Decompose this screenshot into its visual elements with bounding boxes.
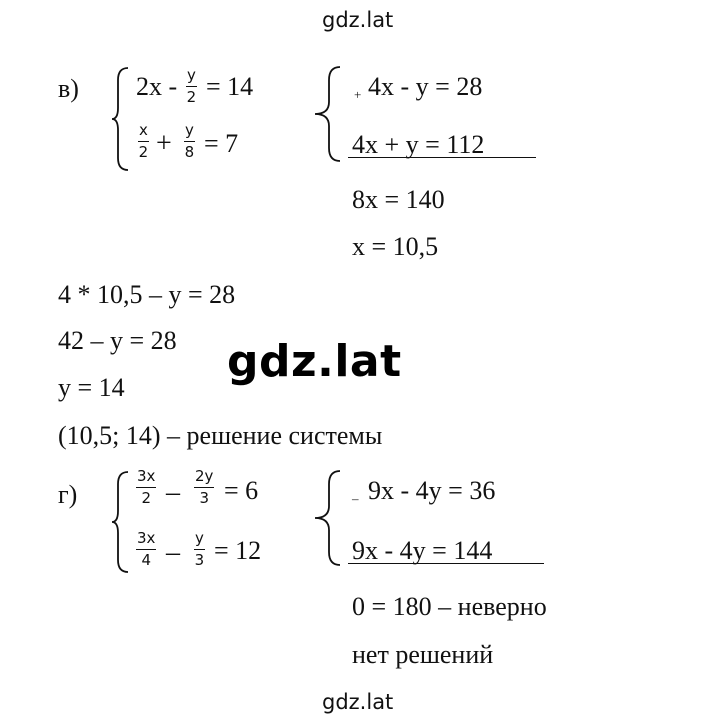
result-v2: x = 10,5: [352, 232, 439, 261]
sign-plus-v: +: [354, 87, 362, 102]
frac-num: 3x: [137, 529, 156, 547]
frac-num: y: [185, 121, 194, 139]
fraction-3x-over-4: [136, 531, 156, 568]
work-line-1: 4 * 10,5 – y = 28: [58, 280, 236, 309]
plus-sign: +: [156, 128, 172, 159]
frac-den: 4: [136, 549, 156, 568]
eq-g2-right: = 12: [214, 536, 262, 565]
frac-den: 2: [136, 487, 156, 506]
left-brace-g: [110, 470, 132, 574]
result-v1: 8x = 140: [352, 185, 445, 214]
frac-den: 3: [194, 487, 214, 506]
sys-g-line1: 9x - 4y = 36: [368, 476, 496, 505]
sys-v-line2: 4x + y = 112: [352, 130, 485, 159]
work-line-3: y = 14: [58, 373, 125, 402]
result-g1: 0 = 180 – неверно: [352, 592, 547, 621]
eq-v2-right: = 7: [204, 129, 239, 158]
watermark-bottom: gdz.lat: [322, 690, 394, 714]
sys-g-line2: 9x - 4y = 144: [352, 536, 493, 565]
frac-den: 3: [194, 551, 205, 569]
eq-v1-left: 2x -: [136, 72, 178, 101]
frac-num: x: [139, 121, 148, 139]
minus-sign: –: [166, 537, 180, 568]
underline-g: [348, 563, 544, 564]
fraction-y-over-8: [184, 123, 195, 160]
frac-num: 3x: [137, 467, 156, 485]
right-brace-g: [312, 468, 342, 568]
frac-den: 2: [186, 88, 197, 106]
work-line-4: (10,5; 14) – решение системы: [58, 421, 383, 450]
part-v-label: в): [58, 74, 79, 103]
part-g-label: г): [58, 480, 78, 509]
eq-v1-right: = 14: [206, 72, 254, 101]
left-brace-v: [110, 66, 132, 172]
work-line-2: 42 – y = 28: [58, 326, 177, 355]
eq-g1-right: = 6: [224, 476, 259, 505]
underline-v: [348, 157, 536, 158]
fraction-2y-over-3: [194, 469, 214, 506]
frac-den: 8: [184, 143, 195, 161]
result-g2: нет решений: [352, 640, 494, 669]
frac-den: 2: [138, 143, 149, 161]
frac-num: y: [187, 66, 196, 84]
sign-minus-g: –: [352, 491, 359, 506]
fraction-x-over-2: [138, 123, 149, 160]
frac-num: y: [195, 529, 204, 547]
fraction-3x-over-2: [136, 469, 156, 506]
right-brace-v: [312, 64, 342, 164]
fraction-y-over-3: [194, 531, 205, 568]
sys-v-line1: 4x - y = 28: [368, 72, 483, 101]
watermark-top: gdz.lat: [322, 8, 394, 32]
watermark-center: gdz.lat: [227, 336, 402, 387]
frac-num: 2y: [195, 467, 214, 485]
minus-sign: –: [166, 477, 180, 508]
fraction-y-over-2: [186, 68, 197, 105]
